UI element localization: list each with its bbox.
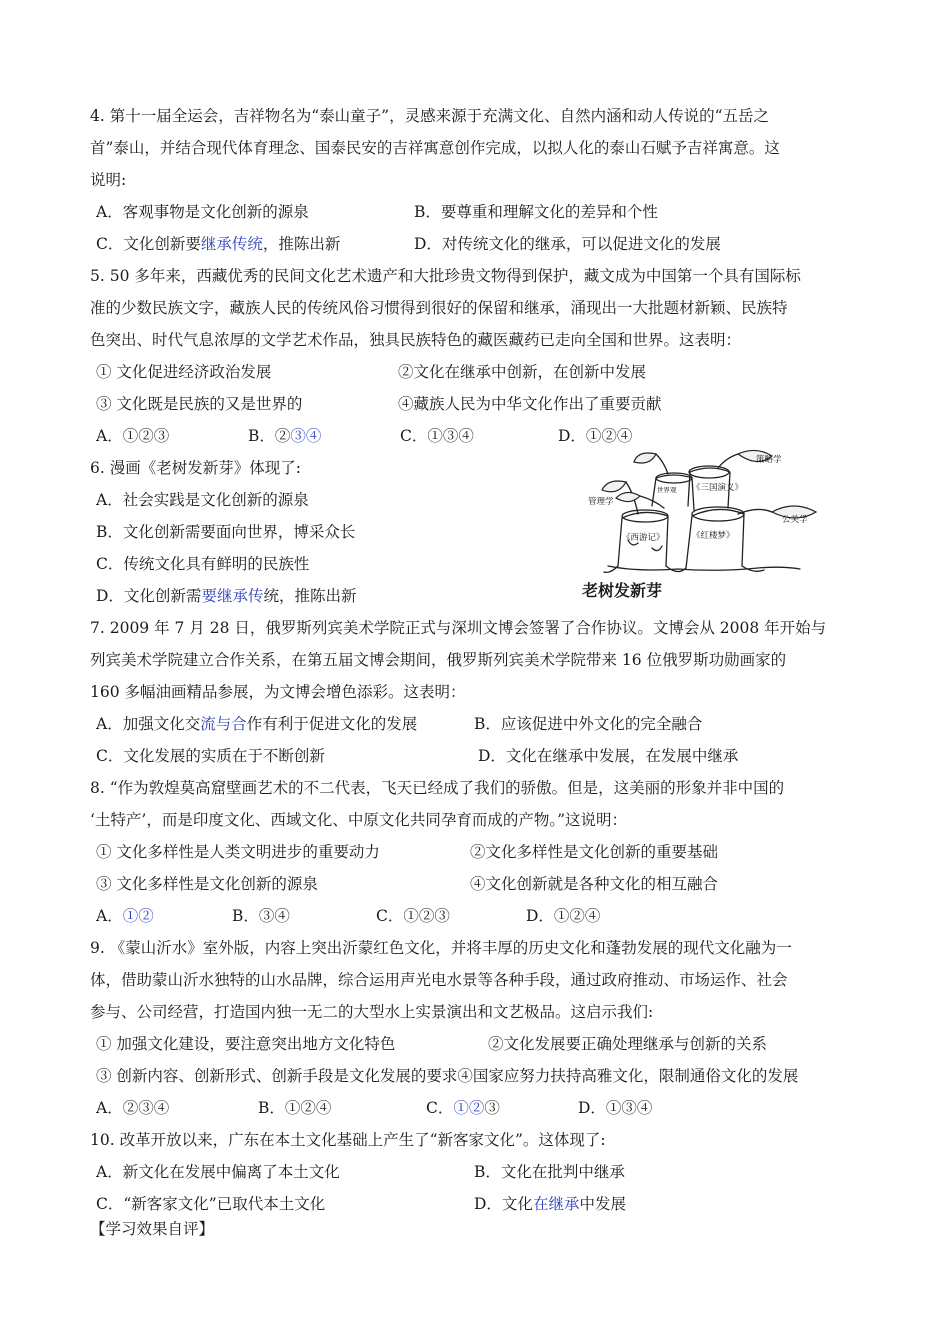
q6-option-d-highlight: 要继承传 (201, 587, 264, 605)
label-red-chamber: 《红楼梦》 (692, 531, 735, 541)
q9-statement-2: ②文化发展要正确处理继承与创新的关系 (488, 1035, 768, 1053)
q8-statement-1: ① 文化多样性是人类文明进步的重要动力 (96, 843, 380, 861)
q8-option-a: A．①② (96, 907, 154, 925)
q8-stem-line1: 8. “作为敦煌莫高窟壁画艺术的不二代表，飞天已经成了我们的骄傲。但是，这美丽的形象并非中国的 (90, 779, 785, 797)
q4-option-c: C．文化创新要继承传统，推陈出新 (96, 235, 341, 253)
q8-statement-3: ③ 文化多样性是文化创新的源泉 (96, 875, 318, 893)
q9-option-c-highlight: ①② (453, 1099, 485, 1117)
q5-stem-line3: 色突出、时代气息浓厚的文学艺术作品，独具民族特色的藏医藏药已走向全国和世界。这表明： (90, 331, 742, 349)
q9-option-b: B．①②④ (258, 1099, 332, 1117)
q5-stem-line1: 5. 50 多年来，西藏优秀的民间文化艺术遗产和大批珍贵文物得到保护，藏文成为中国第一个具有国际标 (90, 267, 801, 285)
label-world-view: 世界观 (657, 486, 677, 494)
q9-stem-line2: 体，借助蒙山沂水独特的山水品牌，综合运用声光电水景等各种手段，通过政府推动、市场运作、社会 (90, 971, 788, 989)
q4-option-c-highlight: 继承传统 (200, 235, 263, 253)
q5-statement-2: ②文化在继承中创新，在创新中发展 (398, 363, 647, 381)
q10-option-a: A．新文化在发展中偏离了本土文化 (96, 1163, 340, 1181)
q5-option-b-highlight: ③④ (290, 427, 322, 445)
q10-option-d: D．文化在继承中发展 (474, 1195, 626, 1213)
q7-stem-line3: 160 多幅油画精品参展，为文博会增色添彩。这表明： (90, 683, 466, 701)
q5-option-a: A．①②③ (96, 427, 170, 445)
q7-option-a-highlight: 流与合 (200, 715, 247, 733)
q4-stem-line2: 首”泰山，并结合现代体育理念、国泰民安的吉祥寓意创作完成，以拟人化的泰山石赋予吉祥寓意。这 (90, 139, 780, 157)
q7-option-c: C．文化发展的实质在于不断创新 (96, 747, 325, 765)
q4-stem-line1: 4. 第十一届全运会，吉祥物名为“泰山童子”，灵感来源于充满文化、自然内涵和动人传说的“五岳之 (90, 107, 769, 125)
q9-option-d: D．①③④ (578, 1099, 653, 1117)
q5-statement-4: ④藏族人民为中华文化作出了重要贡献 (398, 395, 662, 413)
q5-stem-line2: 准的少数民族文字，藏族人民的传统风俗习惯得到很好的保留和继承，涌现出一大批题材新颖、民族特 (90, 299, 788, 317)
leaf-lower-left (616, 492, 640, 501)
q10-option-d-highlight: 在继承 (532, 1195, 580, 1213)
self-evaluation-heading: 【学习效果自评】 (90, 1220, 215, 1238)
q8-option-d: D．①②④ (526, 907, 601, 925)
q7-option-b: B．应该促进中外文化的完全融合 (474, 715, 703, 733)
q6-option-a: A．社会实践是文化创新的源泉 (96, 491, 309, 509)
q6-stem: 6. 漫画《老树发新芽》体现了: (90, 459, 301, 477)
leaf-management (602, 481, 626, 492)
q10-stem: 10. 改革开放以来，广东在本土文化基础上产生了“新客家文化”。这体现了: (90, 1131, 606, 1149)
q10-option-c: C．“新客家文化”已取代本土文化 (96, 1195, 326, 1213)
cartoon-caption: 老树发新芽 (582, 581, 663, 600)
q4-option-d: D．对传统文化的继承，可以促进文化的发展 (414, 235, 721, 253)
q6-option-c: C．传统文化具有鲜明的民族性 (96, 555, 310, 573)
ground-line (608, 566, 800, 570)
q8-statement-4: ④文化创新就是各种文化的相互融合 (470, 875, 719, 893)
q7-option-d: D．文化在继承中发展，在发展中继承 (478, 747, 739, 765)
q9-stem-line3: 参与、公司经营，打造国内独一无二的大型水上实景演出和文艺极品。这启示我们: (90, 1003, 654, 1021)
q8-option-a-highlight: ①② (122, 907, 154, 925)
label-management: 管理学 (588, 497, 614, 507)
q9-statement-3-4: ③ 创新内容、创新形式、创新手段是文化发展的要求④国家应努力扶持高雅文化，限制通俗文化的发展 (96, 1067, 799, 1085)
q5-option-c: C．①③④ (400, 427, 474, 445)
q8-option-b: B．③④ (232, 907, 290, 925)
q6-option-d: D．文化创新需要继承传统，推陈出新 (96, 587, 357, 605)
q10-option-b: B．文化在批判中继承 (474, 1163, 625, 1181)
q6-option-b: B．文化创新需要面向世界，博采众长 (96, 523, 356, 541)
label-strategy: 策略学 (756, 455, 782, 465)
q5-statement-1: ① 文化促进经济政治发展 (96, 363, 272, 381)
q9-option-a: A．②③④ (96, 1099, 170, 1117)
q4-option-b: B．要尊重和理解文化的差异和个性 (414, 203, 658, 221)
q9-stem-line1: 9. 《蒙山沂水》室外版，内容上突出沂蒙红色文化，并将丰厚的历史文化和蓬勃发展的现代文化融为一 (90, 939, 792, 957)
q5-option-b: B．②③④ (248, 427, 322, 445)
q4-stem-line3: 说明: (90, 171, 127, 189)
q9-option-c: C．①②③ (426, 1099, 500, 1117)
q7-stem-line2: 列宾美术学院建立合作关系，在第五届文博会期间，俄罗斯列宾美术学院带来 16 位俄罗斯功勋画家的 (90, 651, 787, 669)
leaf-top-left (634, 453, 656, 463)
q8-option-c: C．①②③ (376, 907, 450, 925)
label-three-kingdoms: 《三国演义》 (692, 483, 744, 493)
q7-option-a: A．加强文化交流与合作有利于促进文化的发展 (96, 715, 418, 733)
q4-option-a: A．客观事物是文化创新的源泉 (96, 203, 309, 221)
label-public-relations: 公关学 (782, 515, 808, 525)
label-journey-west: 《西游记》 (622, 533, 665, 543)
q5-option-d: D．①②④ (558, 427, 633, 445)
q8-stem-line2: ‘土特产’，而是印度文化、西域文化、中原文化共同孕育而成的产物。”这说明： (90, 811, 628, 829)
q8-statement-2: ②文化多样性是文化创新的重要基础 (470, 843, 719, 861)
q9-statement-1: ① 加强文化建设，要注意突出地方文化特色 (96, 1035, 396, 1053)
q7-stem-line1: 7. 2009 年 7 月 28 日，俄罗斯列宾美术学院正式与深圳文博会签署了合作协议。文博会从 2008 年开始与 (90, 619, 827, 637)
q5-statement-3: ③ 文化既是民族的又是世界的 (96, 395, 303, 413)
